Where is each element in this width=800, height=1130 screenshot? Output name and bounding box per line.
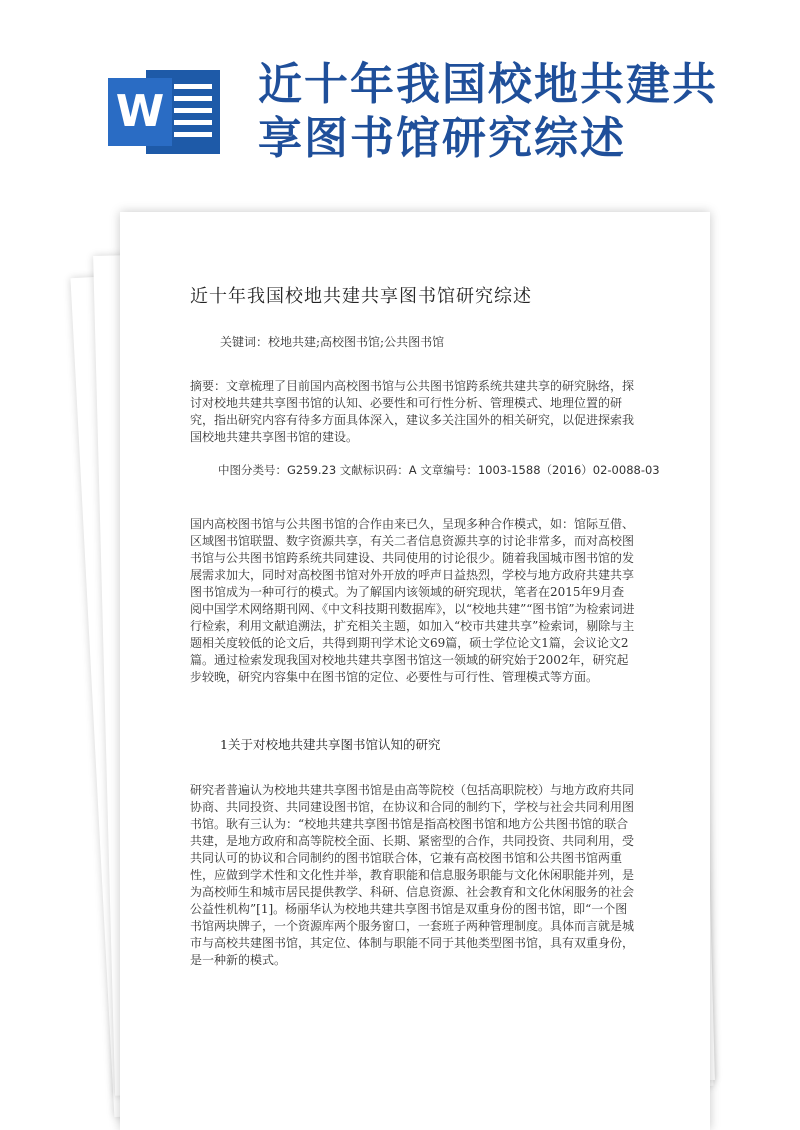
banner-title-line1: 近十年我国校地共建共 bbox=[258, 59, 718, 110]
section-heading-1: 1关于对校地共建共享图书馆认知的研究 bbox=[220, 737, 441, 752]
document-title: 近十年我国校地共建共享图书馆研究综述 bbox=[190, 286, 532, 307]
word-icon-letter: W bbox=[108, 78, 172, 146]
abstract-paragraph: 摘要：文章梳理了目前国内高校图书馆与公共图书馆跨系统共建共享的研究脉络，探讨对校地共建共享图书馆的认知、必要性和可行性分析、管理模式、地理位置的研究，指出研究内容有待多方面具体深入，建议多关注国外的相关研究，以促进探索我国校地共建共享图书馆的建设。 bbox=[190, 379, 635, 444]
classification-line: 中图分类号：G259.23 文献标识码：A 文章编号：1003-1588（2016）02-0088-03 bbox=[218, 463, 660, 477]
banner-title bbox=[258, 58, 778, 166]
keywords-line: 关键词：校地共建;高校图书馆;公共图书馆 bbox=[220, 335, 445, 349]
word-document-icon bbox=[108, 70, 220, 154]
body-paragraph-2: 研究者普遍认为校地共建共享图书馆是由高等院校（包括高职院校）与地方政府共同协商、共同投资、共同建设图书馆，在协议和合同的制约下，学校与社会共同利用图书馆。耿有三认为：“校地共建共享图书馆是指高校图书馆和地方公共图书馆的联合共建，是地方政府和高等院校全面、长期、紧密型的合作，共同投资、共同利用，受共同认可的协议和合同制约的图书馆联合体，它兼有高校图书馆和公共图书馆两重性，应做到学术性和文化性并举，教育职能和信息服务职能与文化休闲职能并列，是为高校师生和城市居民提供教学、科研、信息资源、社会教育和文化休闲服务的社会公益性机构”[1]。杨丽华认为校地共建共享图书馆是双重身份的图书馆，即“一个图书馆两块牌子，一个资源库两个服务窗口，一套班子两种管理制度。具体而言就是城市与高校共建图书馆，其定位、体制与职能不同于其他类型图书馆，具有双重身份，是一种新的模式。 bbox=[190, 783, 635, 967]
document-page bbox=[120, 212, 710, 1130]
banner-title-line2: 享图书馆研究综述 bbox=[258, 113, 626, 164]
banner-header bbox=[0, 0, 800, 210]
body-paragraph-1: 国内高校图书馆与公共图书馆的合作由来已久，呈现多种合作模式，如：馆际互借、区域图书馆联盟、数字资源共享，有关二者信息资源共享的讨论非常多，而对高校图书馆与公共图书馆跨系统共同建设、共同使用的讨论很少。随着我国城市图书馆的发展需求加大，同时对高校图书馆对外开放的呼声日益热烈，学校与地方政府共建共享图书馆成为一种可行的模式。为了解国内该领域的研究现状，笔者在2015年9月查阅中国学术网络期刊网、《中文科技期刊数据库》，以“校地共建”“图书馆”为检索词进行检索，利用文献追溯法，扩充相关主题，如加入“校市共建共享”检索词，剔除与主题相关度较低的论文后，共得到期刊学术论文69篇，硕士学位论文1篇，会议论文2篇。通过检索发现我国对校地共建共享图书馆这一领域的研究始于2002年，研究起步较晚，研究内容集中在图书馆的定位、必要性与可行性、管理模式等方面。 bbox=[190, 517, 635, 684]
